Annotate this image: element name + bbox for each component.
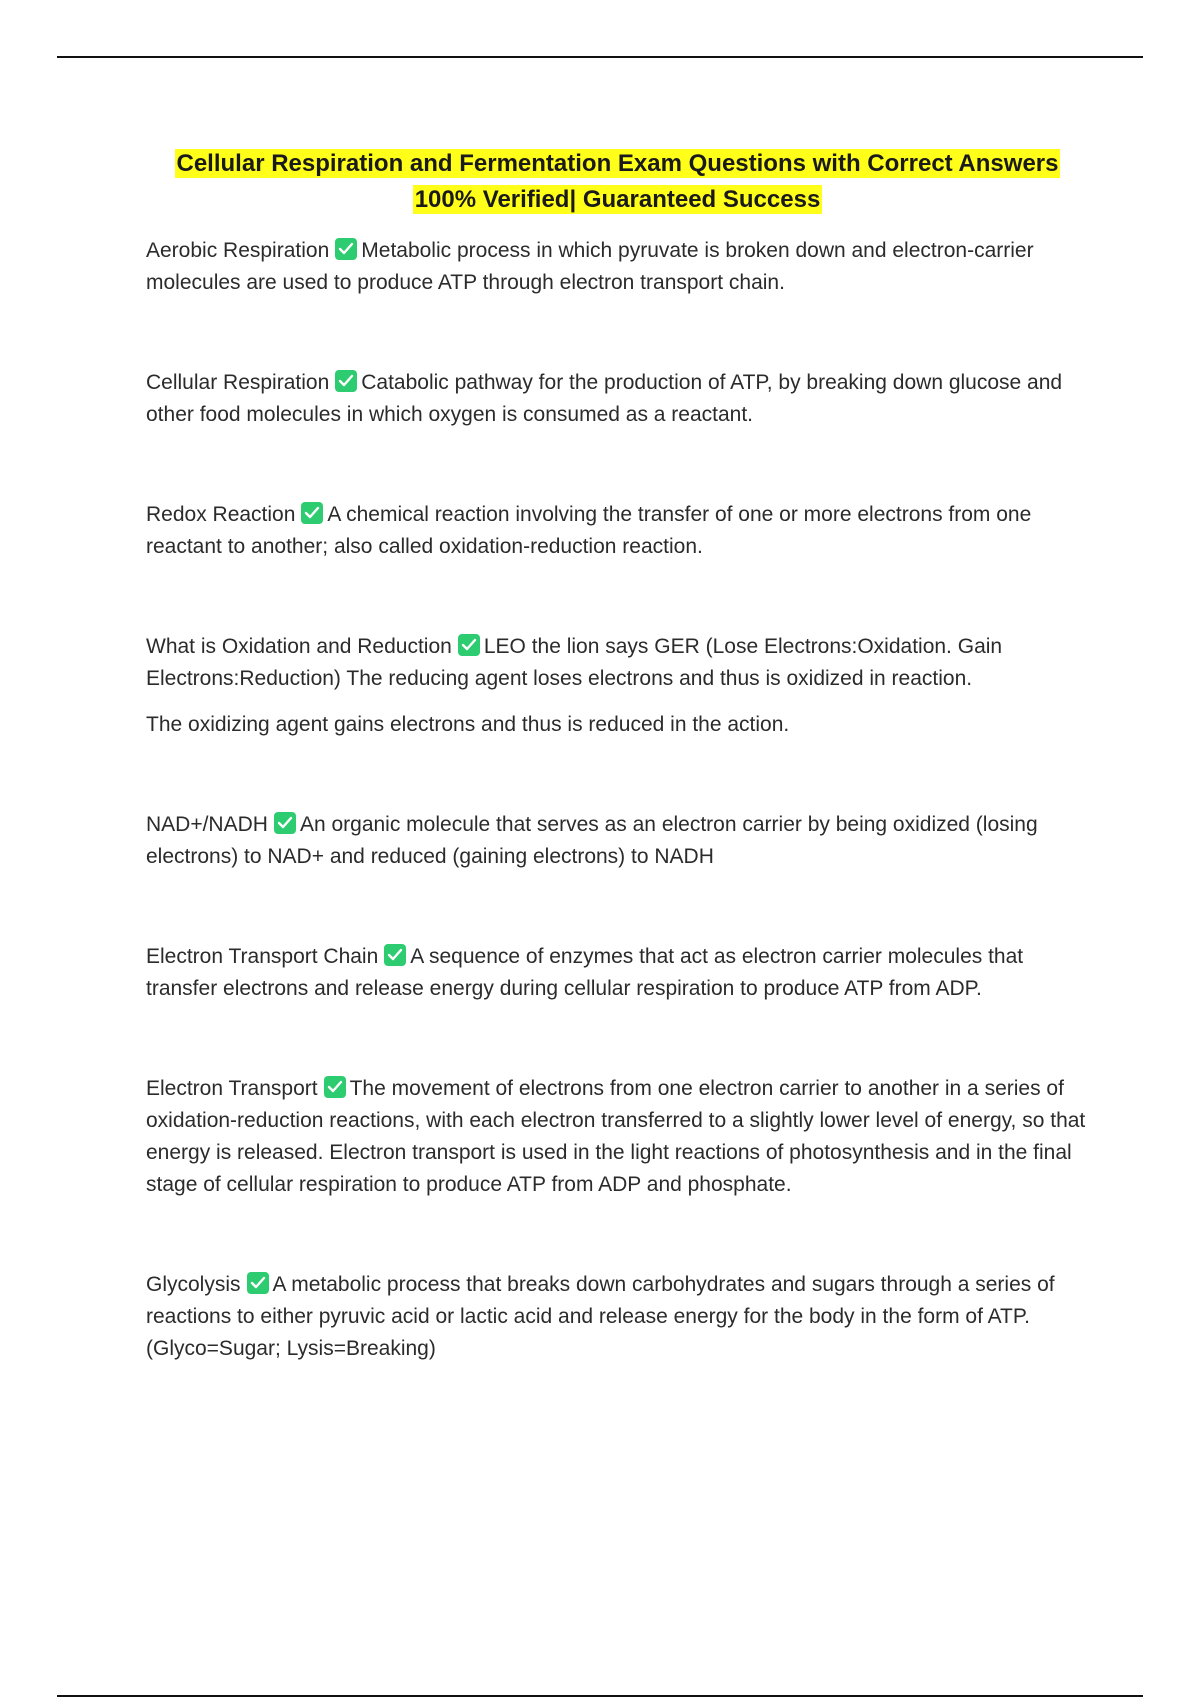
entry-definition: A metabolic process that breaks down carbohydrates and sugars through a series of reactions to either pyruvic acid or lactic acid and release energy for the body in the form of ATP. (Glyco=Sugar; Lysis=Breaking) <box>146 1273 1055 1360</box>
entry-term: Electron Transport <box>146 1077 318 1100</box>
top-divider <box>57 56 1143 58</box>
entry-term: What is Oxidation and Reduction <box>146 635 452 658</box>
check-box-icon <box>301 502 323 524</box>
entry-definition: A sequence of enzymes that act as electron carrier molecules that transfer electrons and release energy during cellular respiration to produce ATP from ADP. <box>146 945 1024 1000</box>
entry-term: Glycolysis <box>146 1273 241 1296</box>
check-box-icon <box>274 812 296 834</box>
entry-definition: The movement of electrons from one electron carrier to another in a series of oxidation-reduction reactions, with each electron transferred to a slightly lower level of energy, so that energy is released. Electron transport is used in the light reactions of photosynthesis and in the final stage of cellular respiration to produce ATP from ADP and phosphate. <box>146 1077 1086 1196</box>
qa-entry <box>146 941 1091 1005</box>
entry-definition: Metabolic process in which pyruvate is broken down and electron-carrier molecules are used to produce ATP through electron transport chain. <box>146 239 1034 294</box>
entry-definition: An organic molecule that serves as an electron carrier by being oxidized (losing electrons) to NAD+ and reduced (gaining electrons) to NADH <box>146 813 1038 868</box>
check-box-icon <box>458 634 480 656</box>
qa-entry <box>146 235 1091 299</box>
qa-entry <box>146 809 1091 873</box>
check-box-icon <box>335 238 357 260</box>
check-box-icon <box>324 1076 346 1098</box>
entry-term: Cellular Respiration <box>146 371 330 394</box>
title-line-2: 100% Verified| Guaranteed Success <box>414 186 821 213</box>
entry-definition: LEO the lion says GER (Lose Electrons:Oxidation. Gain Electrons:Reduction) The reducing agent loses electrons and thus is oxidized in reaction. <box>146 635 1003 690</box>
check-box-icon <box>335 370 357 392</box>
bottom-divider <box>57 1695 1143 1697</box>
entry-term: NAD+/NADH <box>146 813 268 836</box>
qa-entry <box>146 1269 1091 1365</box>
qa-list <box>146 235 1091 1365</box>
title-line-1: Cellular Respiration and Fermentation Exam Questions with Correct Answers <box>176 150 1059 177</box>
check-box-icon <box>247 1272 269 1294</box>
qa-entry <box>146 1073 1091 1201</box>
entry-definition: A chemical reaction involving the transfer of one or more electrons from one reactant to another; also called oxidation-reduction reaction. <box>146 503 1032 558</box>
check-box-icon <box>384 944 406 966</box>
qa-entry <box>146 367 1091 431</box>
document-title <box>100 146 1135 218</box>
entry-definition: Catabolic pathway for the production of ATP, by breaking down glucose and other food molecules in which oxygen is consumed as a reactant. <box>146 371 1063 426</box>
entry-term: Electron Transport Chain <box>146 945 379 968</box>
entry-extra-paragraph: The oxidizing agent gains electrons and thus is reduced in the action. <box>146 713 790 736</box>
entry-term: Redox Reaction <box>146 503 296 526</box>
qa-entry <box>146 631 1091 741</box>
qa-entry <box>146 499 1091 563</box>
entry-term: Aerobic Respiration <box>146 239 330 262</box>
